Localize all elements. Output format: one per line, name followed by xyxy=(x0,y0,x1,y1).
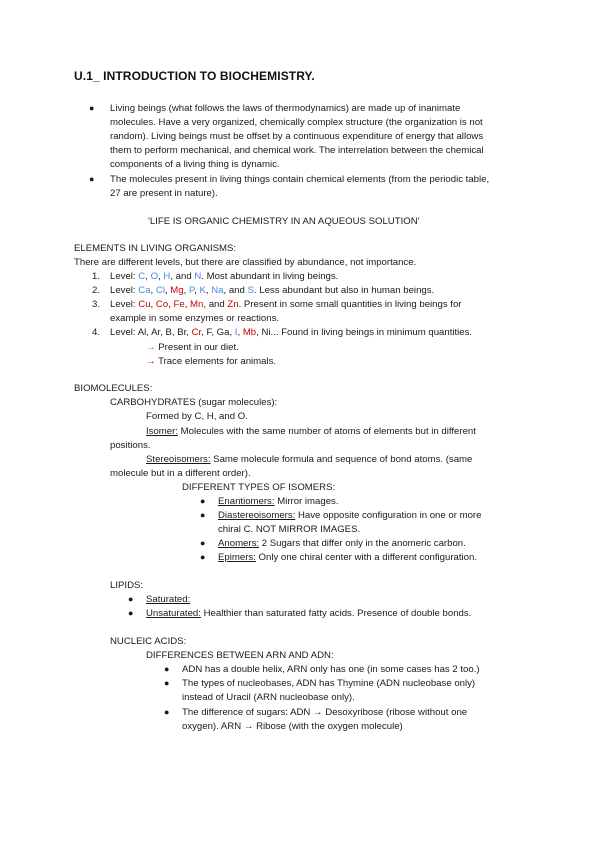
intro-line: molecules. Have a very organized, chemically complex structure (the organization is not xyxy=(110,117,483,128)
isomer-type-epimers: Epimers: Only one chiral center with a different configuration. xyxy=(218,552,477,563)
level-number: 1. xyxy=(92,271,101,282)
bullet-icon: ● xyxy=(128,594,134,604)
biomolecules-heading: BIOMOLECULES: xyxy=(74,383,153,394)
isomer-type-enantiomers: Enantiomers: Mirror images. xyxy=(218,496,339,507)
intro-line: 27 are present in nature). xyxy=(110,188,218,199)
lipids-heading: LIPIDS: xyxy=(110,580,144,591)
intro-line: Living beings (what follows the laws of thermodynamics) are made up of inanimate xyxy=(110,103,461,114)
bullet-icon: ● xyxy=(128,608,134,618)
bullet-icon: ● xyxy=(164,664,170,674)
quote: 'LIFE IS ORGANIC CHEMISTRY IN AN AQUEOUS SOLUTION' xyxy=(148,216,420,227)
arrow-item-diet: → Present in our diet. xyxy=(146,342,239,353)
bullet-icon: ● xyxy=(200,538,206,548)
bullet-icon: ● xyxy=(200,510,206,520)
level-1: Level: C, O, H, and N. Most abundant in living beings. xyxy=(110,271,339,282)
right-arrow-icon: → xyxy=(146,356,156,367)
elements-heading: ELEMENTS IN LIVING ORGANISMS: xyxy=(74,243,237,254)
carb-formed: Formed by C, H, and O. xyxy=(146,411,248,422)
bullet-icon: ● xyxy=(200,496,206,506)
nucleic-difference-sugars-cont: oxygen). ARN → Ribose (with the oxygen molecule) xyxy=(182,721,403,732)
isomer-type-diastereoisomers: Diastereoisomers: Have opposite configuration in one or more xyxy=(218,510,482,521)
bullet-icon: ● xyxy=(89,103,95,113)
carbohydrates-heading: CARBOHYDRATES (sugar molecules): xyxy=(110,397,278,408)
nucleic-differences-heading: DIFFERENCES BETWEEN ARN AND ADN: xyxy=(146,650,334,661)
isomer-types-heading: DIFFERENT TYPES OF ISOMERS: xyxy=(182,482,336,493)
intro-line: random). Living beings must be offset by a continuous expenditure of energy that allows xyxy=(110,131,484,142)
nucleic-difference-sugars: The difference of sugars: ADN → Desoxyribose (ribose without one xyxy=(182,707,468,718)
nucleic-difference-bases-cont: instead of Uracil (ARN nucleobase only). xyxy=(182,692,355,703)
bullet-icon: ● xyxy=(164,678,170,688)
nucleic-acids-heading: NUCLEIC ACIDS: xyxy=(110,636,187,647)
bullet-icon: ● xyxy=(89,174,95,184)
intro-line: them to perform mechanical, and chemical work. The interrelation between the chemical xyxy=(110,145,484,156)
isomer-definition-cont: positions. xyxy=(110,440,151,451)
bullet-icon: ● xyxy=(200,552,206,562)
page-title: U.1_ INTRODUCTION TO BIOCHEMISTRY. xyxy=(74,69,315,83)
level-number: 4. xyxy=(92,327,101,338)
level-number: 2. xyxy=(92,285,101,296)
elements-intro: There are different levels, but there are classified by abundance, not importance. xyxy=(74,257,417,268)
lipid-unsaturated: Unsaturated: Healthier than saturated fatty acids. Presence of double bonds. xyxy=(146,608,472,619)
intro-line: The molecules present in living things contain chemical elements (from the periodic table, xyxy=(110,174,490,185)
intro-line: components of a living thing is dynamic. xyxy=(110,159,280,170)
nucleic-difference-bases: The types of nucleobases, ADN has Thymine (ADN nucleobase only) xyxy=(182,678,476,689)
level-3: Level: Cu, Co, Fe, Mn, and Zn. Present in some small quantities in living beings for xyxy=(110,299,462,310)
level-number: 3. xyxy=(92,299,101,310)
isomer-definition: Isomer: Molecules with the same number of atoms of elements but in different xyxy=(146,426,476,437)
level-3-cont: example in some enzymes or reactions. xyxy=(110,313,280,324)
level-2: Level: Ca, Cl, Mg, P, K, Na, and S. Less abundant but also in human beings. xyxy=(110,285,435,296)
level-4: Level: Al, Ar, B, Br, Cr, F, Ga, I, Mb, Ni... Found in living beings in minimum quantities. xyxy=(110,327,473,338)
lipid-saturated: Saturated: xyxy=(146,594,191,605)
isomer-type-diastereoisomers-cont: chiral C. NOT MIRROR IMAGES. xyxy=(218,524,361,535)
right-arrow-icon: → xyxy=(146,342,156,353)
stereoisomer-definition-cont: molecule but in a different order). xyxy=(110,468,251,479)
stereoisomer-definition: Stereoisomers: Same molecule formula and sequence of bond atoms. (same xyxy=(146,454,473,465)
bullet-icon: ● xyxy=(164,707,170,717)
nucleic-difference-helix: ADN has a double helix, ARN only has one (in some cases has 2 too.) xyxy=(182,664,480,675)
arrow-item-trace: → Trace elements for animals. xyxy=(146,356,277,367)
isomer-type-anomers: Anomers: 2 Sugars that differ only in the anomeric carbon. xyxy=(218,538,466,549)
